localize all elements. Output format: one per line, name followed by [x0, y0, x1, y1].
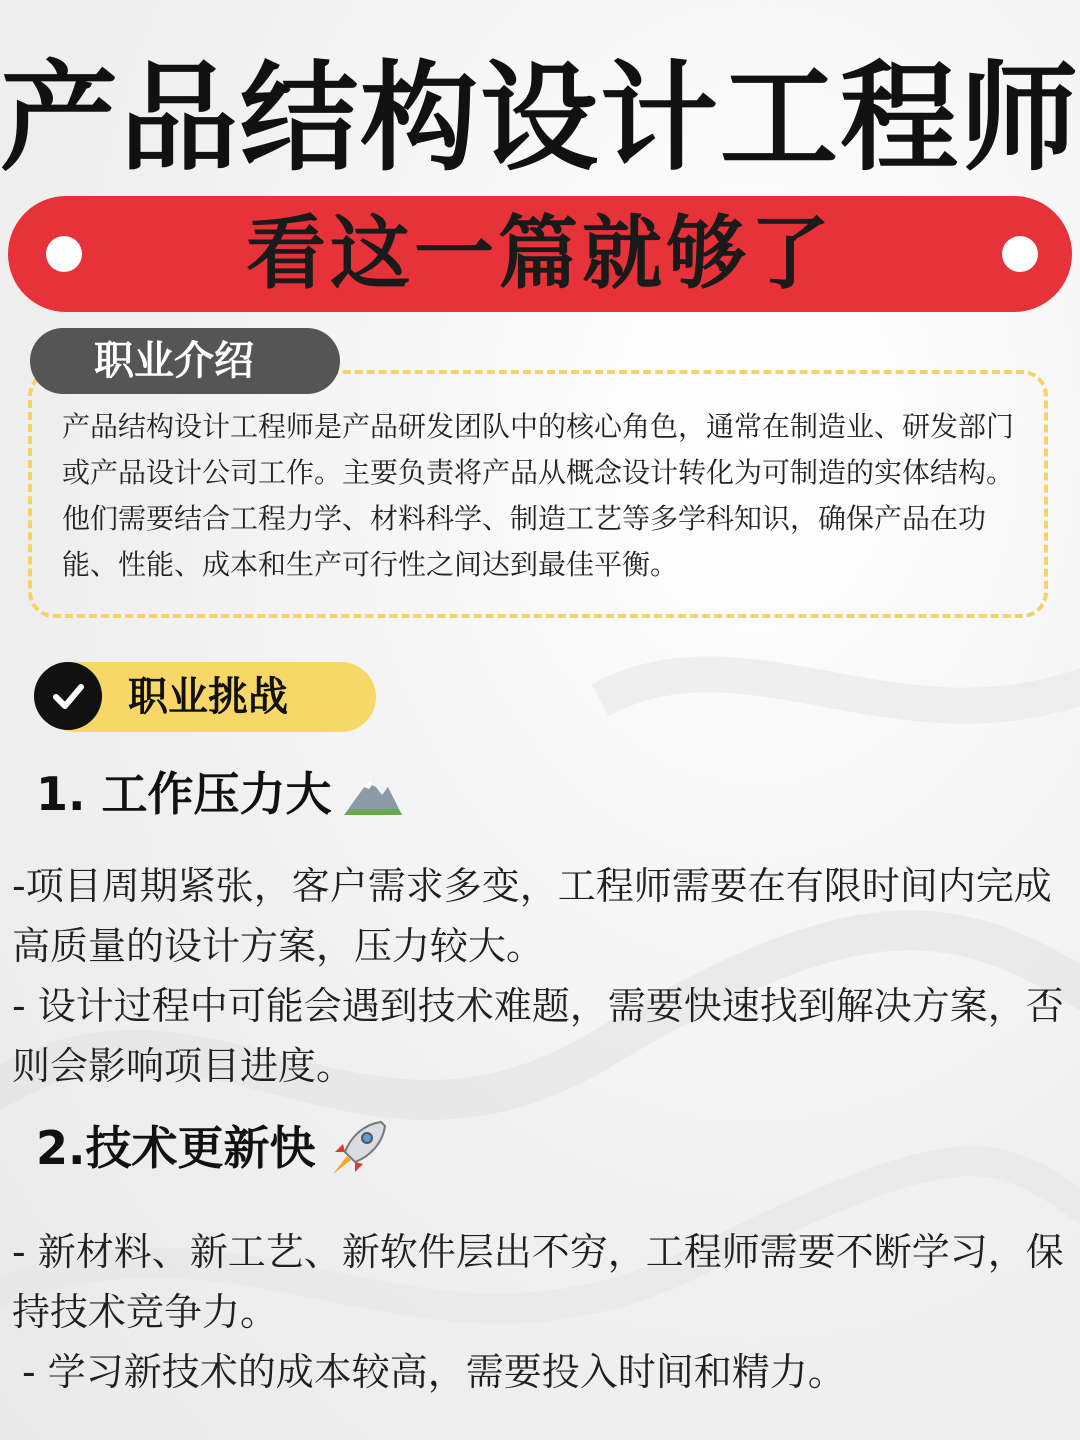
rocket-icon: [325, 1118, 389, 1178]
section-heading-2: [36, 1118, 389, 1178]
challenge-label: 职业挑战: [128, 674, 288, 720]
section-2-point-1: - 新材料、新工艺、新软件层出不穷，工程师需要不断学习，保持技术竞争力。: [12, 1230, 1064, 1334]
banner-dot-right: [1002, 236, 1038, 272]
page-title: 产品结构设计工程师: [0, 49, 1080, 187]
section-heading-1-text: 1. 工作压力大: [36, 767, 332, 821]
intro-text: 产品结构设计工程师是产品研发团队中的核心角色，通常在制造业、研发部门或产品设计公司工作。主要负责将产品从概念设计转化为可制造的实体结构。他们需要结合工程力学、材料科学、制造工艺等多学科知识，确保产品在功能、性能、成本和生产可行性之间达到最佳平衡。: [62, 410, 1015, 581]
subtitle-banner: [8, 196, 1072, 312]
intro-tag: 职业介绍: [30, 328, 340, 394]
section-1-point-2: - 设计过程中可能会遇到技术难题，需要快速找到解决方案，否则会影响项目进度。: [12, 984, 1064, 1088]
mountain-icon: [342, 771, 404, 817]
section-1-point-1: -项目周期紧张，客户需求多变，工程师需要在有限时间内完成高质量的设计方案，压力较大。: [12, 864, 1052, 968]
section-heading-2-text: 2.技术更新快: [36, 1121, 316, 1175]
banner-text: 看这一篇就够了: [246, 207, 834, 300]
section-heading-1: [36, 764, 404, 824]
section-2-point-2: - 学习新技术的成本较高，需要投入时间和精力。: [22, 1350, 846, 1394]
check-icon: [34, 662, 102, 730]
